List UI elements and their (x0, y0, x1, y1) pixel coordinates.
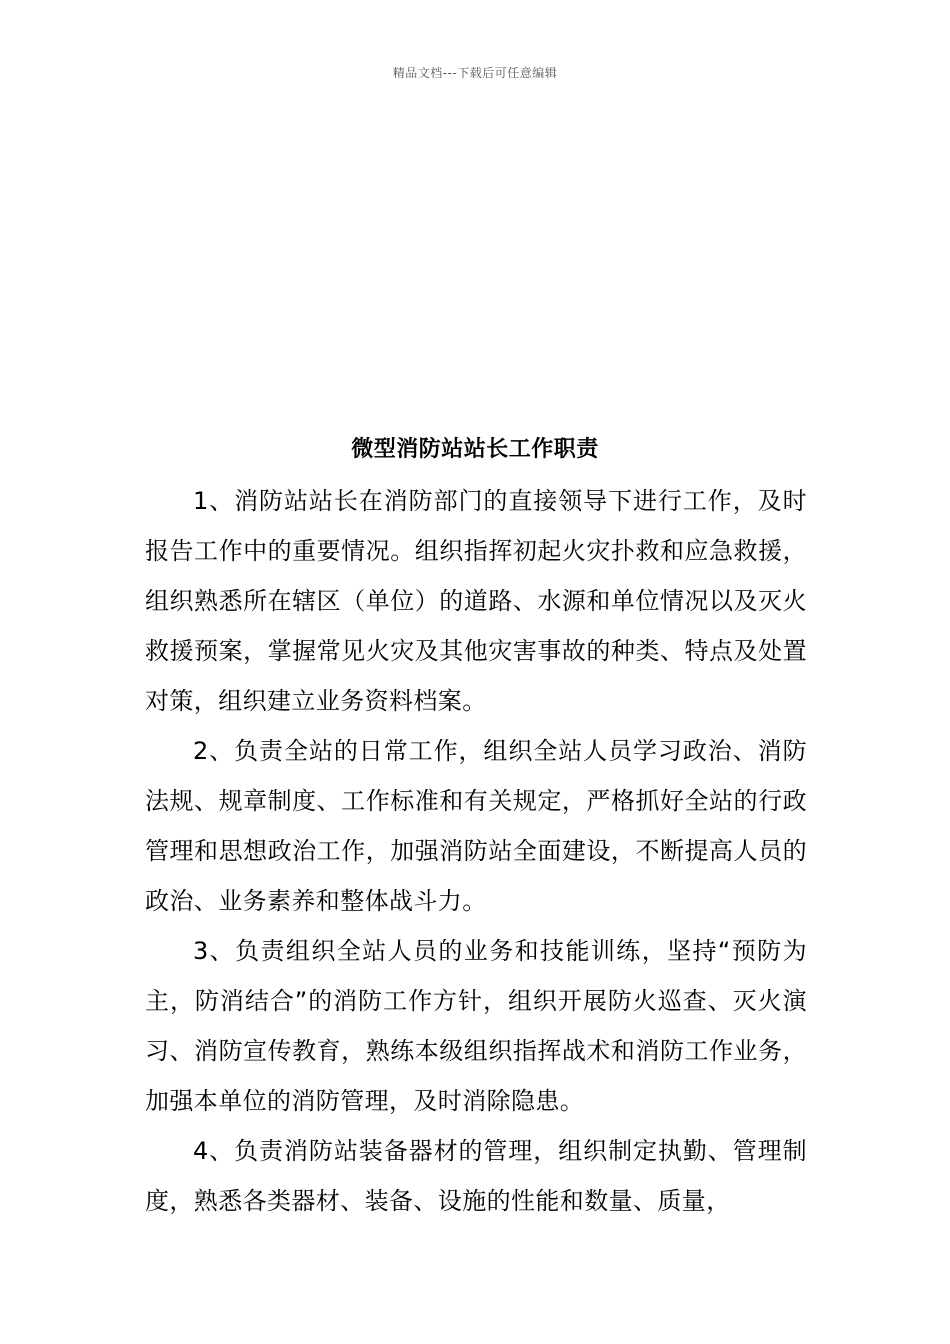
paragraph-4: 4、负责消防站装备器材的管理，组织制定执勤、管理制度，熟悉各类器材、装备、设施的性能和数量、质量， (145, 1137, 807, 1215)
paragraph-3: 3、负责组织全站人员的业务和技能训练，坚持“预防为主，防消结合”的消防工作方针，组织开展防火巡查、灭火演习、消防宣传教育，熟练本级组织指挥战术和消防工作业务，加强本单位的消防管理，及时消除隐患。 (145, 937, 807, 1115)
document-body (145, 476, 807, 1226)
header-note: 精品文档---下载后可任意编辑 (392, 66, 558, 80)
paragraph-1: 1、消防站站长在消防部门的直接领导下进行工作，及时报告工作中的重要情况。组织指挥初起火灾扑救和应急救援，组织熟悉所在辖区（单位）的道路、水源和单位情况以及灭火救援预案，掌握常见火灾及其他灾害事故的种类、特点及处置对策，组织建立业务资料档案。 (145, 487, 807, 715)
paragraph-2: 2、负责全站的日常工作，组织全站人员学习政治、消防法规、规章制度、工作标准和有关规定，严格抓好全站的行政管理和思想政治工作，加强消防站全面建设，不断提高人员的政治、业务素养和整体战斗力。 (145, 737, 807, 915)
document-title: 微型消防站站长工作职责 (351, 437, 599, 462)
